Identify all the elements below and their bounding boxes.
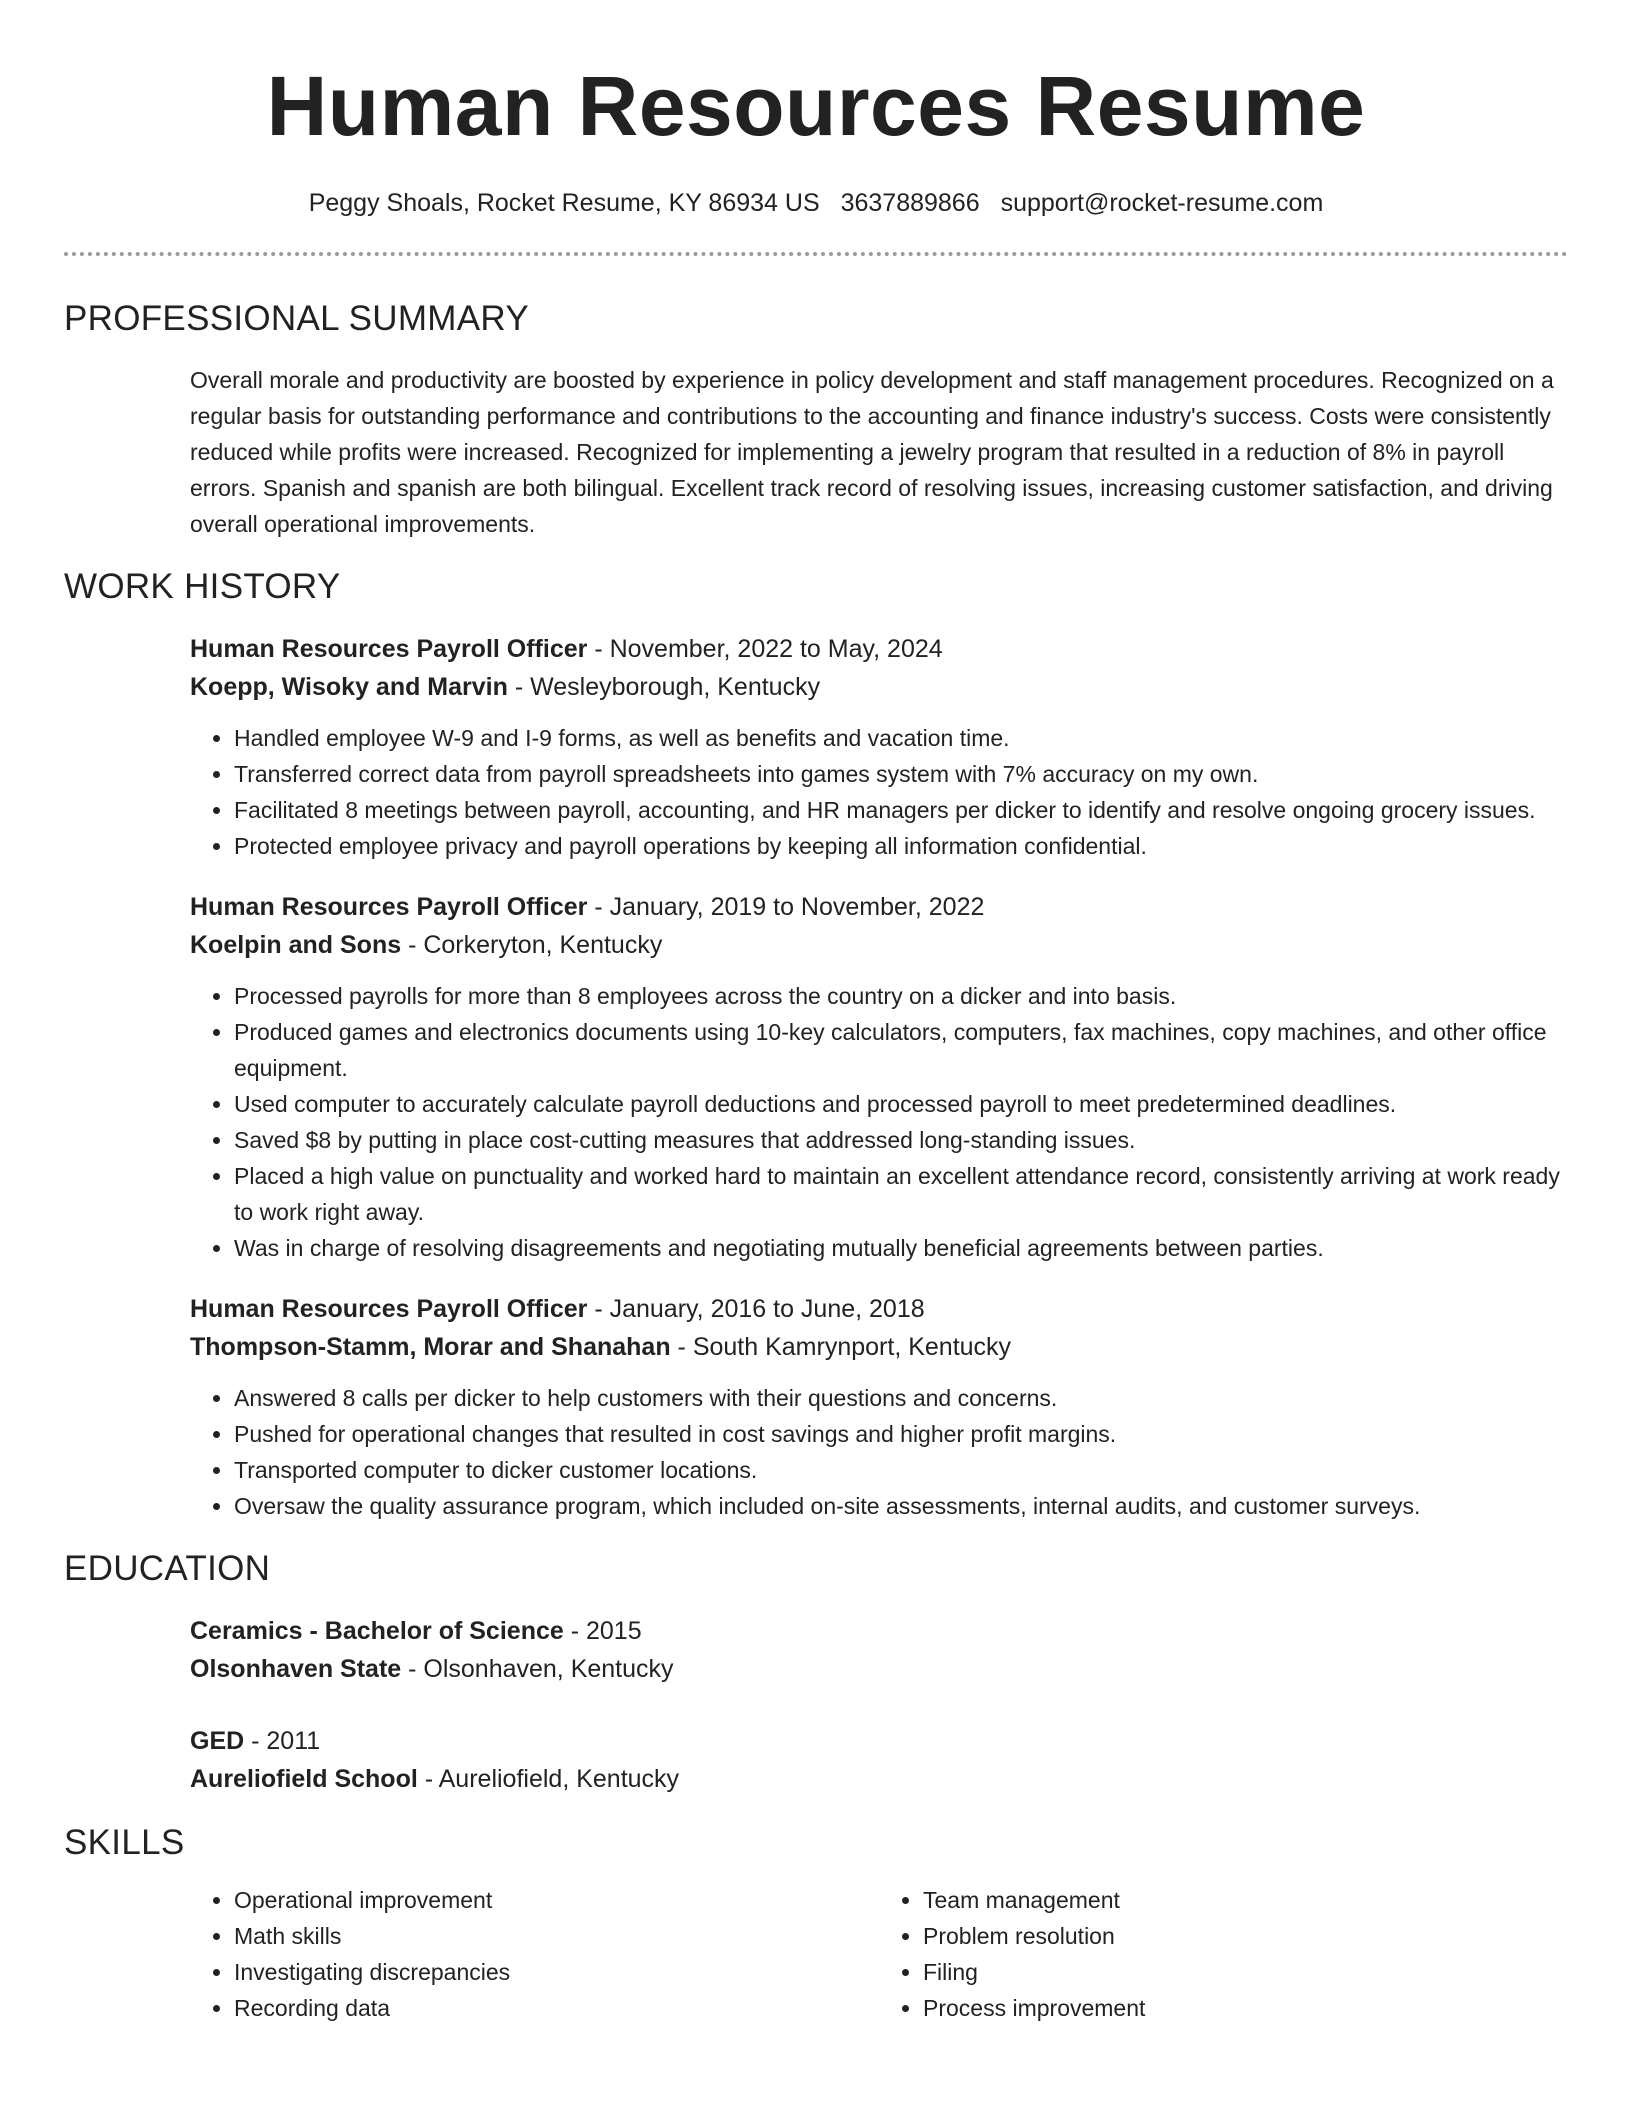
education-school-line: [190, 1650, 1568, 1688]
skill-item: • Operational improvement: [234, 1882, 879, 1918]
education-year: - 2011: [244, 1727, 321, 1755]
skill-item: • Process improvement: [923, 1990, 1568, 2026]
education-entry: [190, 1612, 1568, 1688]
job-bullet: • Placed a high value on punctuality and worked hard to maintain an excellent attendance record, consistently arriving at work ready to work right away.: [234, 1158, 1568, 1230]
skills-column-left: [190, 1882, 879, 2026]
job-dates: - November, 2022 to May, 2024: [587, 635, 943, 663]
job-company-line: [190, 1328, 1568, 1366]
education-year: - 2015: [563, 1617, 642, 1645]
contact-line: [0, 188, 1632, 218]
job-title: Human Resources Payroll Officer: [190, 1295, 588, 1323]
job-dates: - January, 2016 to June, 2018: [587, 1295, 925, 1323]
job-company-line: [190, 668, 1568, 706]
education-degree-line: [190, 1722, 1568, 1760]
skills-section: [64, 1822, 1568, 2026]
job-bullet: • Protected employee privacy and payroll operations by keeping all information confidential.: [234, 828, 1568, 864]
contact-address: Peggy Shoals, Rocket Resume, KY 86934 US: [308, 189, 820, 217]
job-bullet: • Was in charge of resolving disagreements and negotiating mutually beneficial agreements between parties.: [234, 1230, 1568, 1266]
skills-grid: [190, 1882, 1568, 2026]
jobs-list: [190, 630, 1568, 1524]
job-bullet: • Oversaw the quality assurance program, which included on-site assessments, internal audits, and customer surveys.: [234, 1488, 1568, 1524]
header-divider: [64, 252, 1568, 256]
job-entry: [190, 888, 1568, 1266]
skill-item: • Problem resolution: [923, 1918, 1568, 1954]
contact-phone: 3637889866: [840, 189, 980, 217]
job-title-line: [190, 1290, 1568, 1328]
education-heading: EDUCATION: [64, 1549, 271, 1588]
job-company: Koelpin and Sons: [190, 931, 402, 959]
skill-item: • Recording data: [234, 1990, 879, 2026]
job-company: Koepp, Wisoky and Marvin: [190, 673, 508, 701]
education-section: [64, 1548, 1568, 1798]
job-bullets: [190, 720, 1568, 864]
job-title-line: [190, 888, 1568, 926]
job-bullet: • Facilitated 8 meetings between payroll, accounting, and HR managers per dicker to identify and resolve ongoing grocery issues.: [234, 792, 1568, 828]
skills-heading: SKILLS: [64, 1823, 185, 1862]
education-degree-line: [190, 1612, 1568, 1650]
education-school: Aureliofield School: [190, 1765, 418, 1793]
education-location: - Olsonhaven, Kentucky: [401, 1655, 674, 1683]
skill-item: • Team management: [923, 1882, 1568, 1918]
resume-title: Human Resources Resume: [266, 59, 1366, 153]
job-location: - Corkeryton, Kentucky: [401, 931, 663, 959]
job-entry: [190, 1290, 1568, 1524]
job-location: - South Kamrynport, Kentucky: [670, 1333, 1012, 1361]
education-degree: GED: [190, 1727, 245, 1755]
work-history-heading: WORK HISTORY: [64, 567, 341, 606]
job-bullet: • Answered 8 calls per dicker to help customers with their questions and concerns.: [234, 1380, 1568, 1416]
job-bullets: [190, 1380, 1568, 1524]
job-title: Human Resources Payroll Officer: [190, 635, 588, 663]
work-history-section: [64, 566, 1568, 1524]
job-title-line: [190, 630, 1568, 668]
job-bullet: • Transferred correct data from payroll spreadsheets into games system with 7% accuracy on my own.: [234, 756, 1568, 792]
job-bullet: • Pushed for operational changes that resulted in cost savings and higher profit margins.: [234, 1416, 1568, 1452]
summary-section: [64, 298, 1568, 542]
education-school-line: [190, 1760, 1568, 1798]
summary-heading: PROFESSIONAL SUMMARY: [64, 299, 529, 338]
education-school: Olsonhaven State: [190, 1655, 402, 1683]
skill-item: • Math skills: [234, 1918, 879, 1954]
job-title: Human Resources Payroll Officer: [190, 893, 588, 921]
job-location: - Wesleyborough, Kentucky: [507, 673, 821, 701]
summary-text: Overall morale and productivity are boosted by experience in policy development and staff management procedures. Recognized on a regular basis for outstanding performance and contributions to the accounting and finance industry's success. Costs were consistently reduced while profits were increased. Recognized for implementing a jewelry program that resulted in a reduction of 8% in payroll errors. Spanish and spanish are both bilingual. Excellent track record of resolving issues, increasing customer satisfaction, and driving overall operational improvements.: [190, 367, 1554, 537]
job-company: Thompson-Stamm, Morar and Shanahan: [190, 1333, 671, 1361]
job-entry: [190, 630, 1568, 864]
education-location: - Aureliofield, Kentucky: [417, 1765, 680, 1793]
job-dates: - January, 2019 to November, 2022: [587, 893, 985, 921]
education-degree: Ceramics - Bachelor of Science: [190, 1617, 564, 1645]
skill-item: • Investigating discrepancies: [234, 1954, 879, 1990]
skills-column-right: [879, 1882, 1568, 2026]
job-bullet: • Processed payrolls for more than 8 employees across the country on a dicker and into basis.: [234, 978, 1568, 1014]
job-bullet: • Transported computer to dicker customer locations.: [234, 1452, 1568, 1488]
job-bullet: • Saved $8 by putting in place cost-cutting measures that addressed long-standing issues.: [234, 1122, 1568, 1158]
job-bullet: • Handled employee W-9 and I-9 forms, as well as benefits and vacation time.: [234, 720, 1568, 756]
education-entry: [190, 1722, 1568, 1798]
contact-email: support@rocket-resume.com: [1000, 189, 1324, 217]
job-bullet: • Used computer to accurately calculate payroll deductions and processed payroll to meet predetermined deadlines.: [234, 1086, 1568, 1122]
job-company-line: [190, 926, 1568, 964]
skill-item: • Filing: [923, 1954, 1568, 1990]
job-bullets: [190, 978, 1568, 1266]
job-bullet: • Produced games and electronics documents using 10-key calculators, computers, fax machines, copy machines, and other office equipment.: [234, 1014, 1568, 1086]
